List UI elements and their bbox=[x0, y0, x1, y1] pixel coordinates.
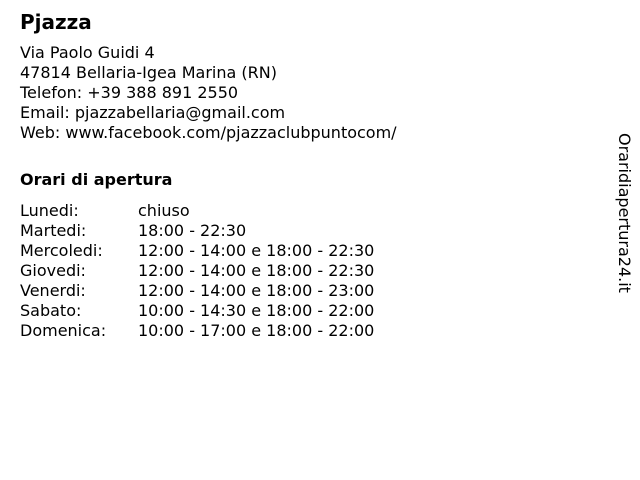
day-label: Mercoledi: bbox=[20, 241, 103, 260]
hours-value: 18:00 - 22:30 bbox=[138, 221, 247, 240]
hours-row bbox=[20, 281, 374, 301]
hours-row bbox=[20, 301, 374, 321]
address-line-1: Via Paolo Guidi 4 bbox=[20, 43, 155, 62]
address-line-2: 47814 Bellaria-Igea Marina (RN) bbox=[20, 63, 277, 82]
day-label: Giovedi: bbox=[20, 261, 86, 280]
hours-row bbox=[20, 241, 374, 261]
hours-row bbox=[20, 321, 374, 341]
opening-hours-title: Orari di apertura bbox=[20, 170, 173, 189]
business-card bbox=[20, 10, 600, 341]
hours-value: 10:00 - 14:30 e 18:00 - 22:00 bbox=[138, 301, 375, 320]
phone-line[interactable]: Telefon: +39 388 891 2550 bbox=[20, 83, 239, 102]
hours-row bbox=[20, 221, 374, 241]
website-line[interactable]: Web: www.facebook.com/pjazzaclubpuntocom/ bbox=[20, 123, 397, 142]
hours-row bbox=[20, 201, 374, 221]
day-label: Venerdi: bbox=[20, 281, 86, 300]
hours-row bbox=[20, 261, 374, 281]
business-name: Pjazza bbox=[20, 10, 92, 34]
opening-hours-table bbox=[20, 201, 374, 341]
email-line[interactable]: Email: pjazzabellaria@gmail.com bbox=[20, 103, 286, 122]
day-label: Lunedi: bbox=[20, 201, 79, 220]
hours-value: chiuso bbox=[138, 201, 190, 220]
hours-value: 10:00 - 17:00 e 18:00 - 22:00 bbox=[138, 321, 375, 340]
day-label: Sabato: bbox=[20, 301, 82, 320]
hours-value: 12:00 - 14:00 e 18:00 - 22:30 bbox=[138, 261, 375, 280]
day-label: Martedi: bbox=[20, 221, 87, 240]
contact-block bbox=[20, 43, 600, 143]
day-label: Domenica: bbox=[20, 321, 107, 340]
hours-value: 12:00 - 14:00 e 18:00 - 23:00 bbox=[138, 281, 375, 300]
hours-value: 12:00 - 14:00 e 18:00 - 22:30 bbox=[138, 241, 375, 260]
site-watermark: Oraridiapertura24.it bbox=[615, 133, 634, 293]
